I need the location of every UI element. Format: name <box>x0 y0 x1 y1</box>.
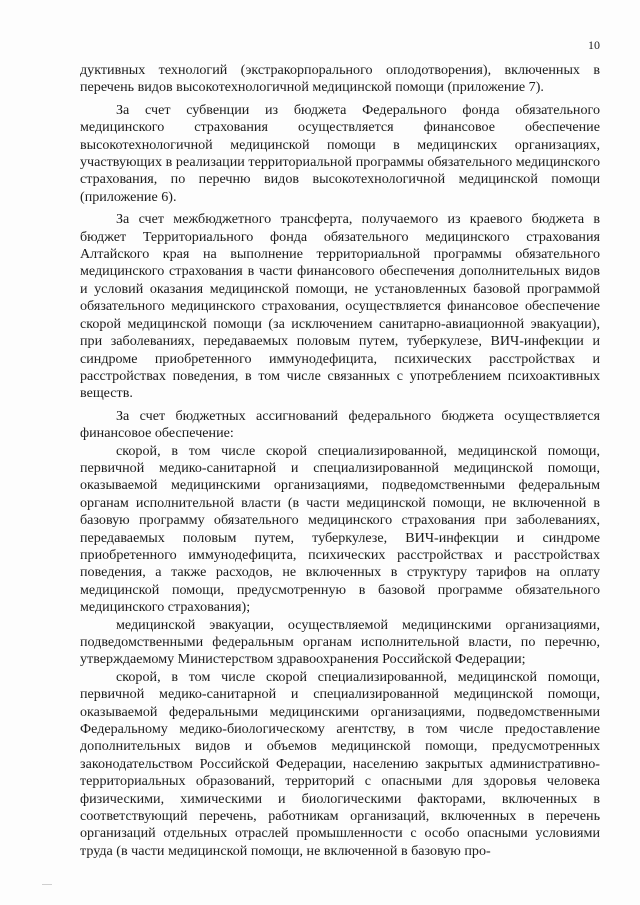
paragraph-subvention: За счет субвенции из бюджета Федерального фонда обязательного медицинского страхования осуществляется финансовое обеспечение высокотехнологичной медицинской помощи в медицинских организациях, участвующих в реализации территориальной программы обязательного медицинского страхования, по перечню видов высокотехнологичной медицинской помощи (приложение 6). <box>80 101 600 205</box>
paragraph-emergency-care-item: скорой, в том числе скорой специализированной, медицинской помощи, первичной медико-санитарной и специализированной медицинской помощи, оказываемой медицинскими организациями, подведомственными федеральным органам исполнительной власти (в части медицинской помощи, не включенной в базовую программу обязательного медицинского страхования при заболеваниях, передаваемых половым путем, туберкулезе, ВИЧ-инфекции и синдроме приобретенного иммунодефицита, психических расстройствах и расстройствах поведения, а также расходов, не включенных в структуру тарифов на оплату медицинской помощи, предусмотренную в базовой программе обязательного медицинского страхования); <box>80 442 600 616</box>
paragraph-medical-evacuation-item: медицинской эвакуации, осуществляемой медицинскими организациями, подведомственными федеральным органам исполнительной власти, по перечню, утверждаемому Министерством здравоохранения Российской Федерации; <box>80 616 600 668</box>
paragraph-fmba-care-item: скорой, в том числе скорой специализированной, медицинской помощи, первичной медико-санитарной и специализированной медицинской помощи, оказываемой федеральными медицинскими организациями, подведомственными Федеральному медико-биологическому агентству, в том числе предоставление дополнительных видов и объемов медицинской помощи, предусмотренных законодательством Российской Федерации, населению закрытых административно-территориальных образований, территорий с опасными для здоровья человека физическими, химическими и биологическими факторами, включенных в соответствующий перечень, работникам организаций, включенных в перечень организаций отдельных отраслей промышленности с особо опасными условиями труда (в части медицинской помощи, не включенной в базовую про- <box>80 668 600 859</box>
scan-artifact <box>42 884 52 885</box>
paragraph-federal-budget-intro: За счет бюджетных ассигнований федерального бюджета осуществляется финансовое обеспечение: <box>80 407 600 442</box>
paragraph-interbudget-transfer: За счет межбюджетного трансферта, получаемого из краевого бюджета в бюджет Территориального фонда обязательного медицинского страхования Алтайского края на выполнение территориальной программы обязательного медицинского страхования в части финансового обеспечения дополнительных видов и условий оказания медицинской помощи, не установленных базовой программой обязательного медицинского страхования, осуществляется финансовое обеспечение скорой медицинской помощи (за исключением санитарно-авиационной эвакуации), при заболеваниях, передаваемых половым путем, туберкулезе, ВИЧ-инфекции и синдроме приобретенного иммунодефицита, психических расстройствах и расстройствах поведения, в том числе связанных с употреблением психоактивных веществ. <box>80 211 600 402</box>
document-body <box>80 62 600 860</box>
page-number: 10 <box>588 38 600 52</box>
paragraph-continuation: дуктивных технологий (экстракорпорального оплодотворения), включенных в перечень видов высокотехнологичной медицинской помощи (приложение 7). <box>80 62 600 96</box>
